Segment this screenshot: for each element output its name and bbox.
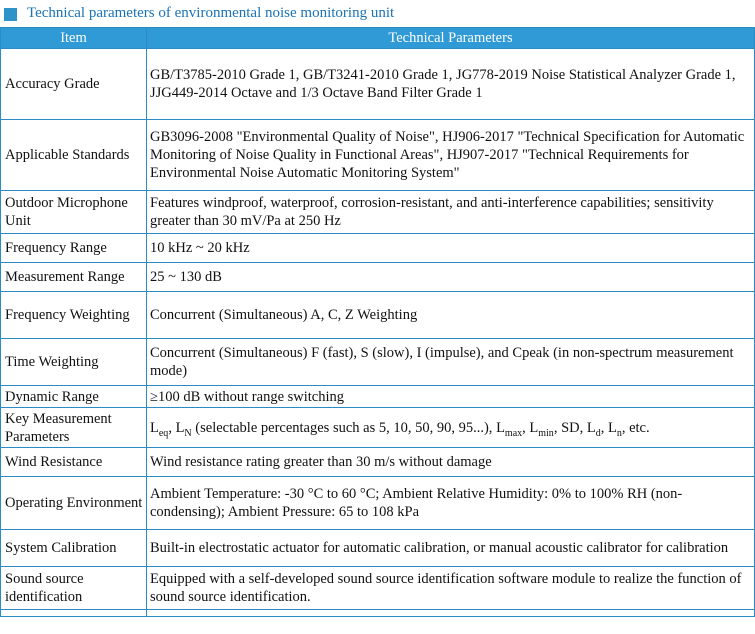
section-title-row bbox=[0, 0, 755, 27]
table-row bbox=[1, 292, 755, 339]
row-value: $L_{eq}$, $L_N$ (selectable percentages such as 5, 10, 50, 90, 95...), $L_{max}$, $L_{min}$, SD, $L_d$, $L_n$, etc. bbox=[147, 408, 755, 448]
row-value: Equipped with a self-developed sound source identification software module to realize the function of sound source identification. bbox=[147, 567, 755, 610]
row-value: ≥100 dB without range switching bbox=[147, 386, 755, 408]
row-value: Concurrent (Simultaneous) A, C, Z Weighting bbox=[147, 292, 755, 339]
header-technical-parameters: Technical Parameters bbox=[147, 28, 755, 49]
row-value: Features windproof, waterproof, corrosion-resistant, and anti-interference capabilities; sensitivity greater than 30 mV/Pa at 250 Hz bbox=[147, 191, 755, 234]
row-item-label: Applicable Standards bbox=[1, 120, 147, 191]
table-row bbox=[1, 530, 755, 567]
row-item-label: Frequency Weighting bbox=[1, 292, 147, 339]
table-row bbox=[1, 263, 755, 292]
table-row bbox=[1, 448, 755, 477]
table-row bbox=[1, 477, 755, 530]
parameters-table bbox=[0, 27, 755, 617]
row-item-label: Wind Resistance bbox=[1, 448, 147, 477]
row-item-label: Outdoor Microphone Unit bbox=[1, 191, 147, 234]
row-item-label: System Calibration bbox=[1, 530, 147, 567]
table-row bbox=[1, 386, 755, 408]
header-item: Item bbox=[1, 28, 147, 49]
row-value: Concurrent (Simultaneous) F (fast), S (slow), I (impulse), and Cpeak (in non-spectrum measurement mode) bbox=[147, 339, 755, 386]
table-row bbox=[1, 567, 755, 610]
table-row-empty bbox=[1, 610, 755, 617]
row-value: GB/T3785-2010 Grade 1, GB/T3241-2010 Grade 1, JG778-2019 Noise Statistical Analyzer Grade 1, JJG449-2014 Octave and 1/3 Octave Band Filter Grade 1 bbox=[147, 49, 755, 120]
row-value: 25 ~ 130 dB bbox=[147, 263, 755, 292]
row-value: Built-in electrostatic actuator for automatic calibration, or manual acoustic calibrator for calibration bbox=[147, 530, 755, 567]
row-item-label: Operating Environment bbox=[1, 477, 147, 530]
row-value: Wind resistance rating greater than 30 m/s without damage bbox=[147, 448, 755, 477]
row-item-label: Accuracy Grade bbox=[1, 49, 147, 120]
row-item-label: Frequency Range bbox=[1, 234, 147, 263]
table-row bbox=[1, 408, 755, 448]
row-item-label: Dynamic Range bbox=[1, 386, 147, 408]
row-value: GB3096-2008 "Environmental Quality of Noise", HJ906-2017 "Technical Specification for Automatic Monitoring of Noise Quality in Functional Areas", HJ907-2017 "Technical Requirements for Environmental Noise Automatic Monitoring System" bbox=[147, 120, 755, 191]
row-item-label: Sound source identification bbox=[1, 567, 147, 610]
section-title: Technical parameters of environmental noise monitoring unit bbox=[27, 5, 395, 21]
table-row bbox=[1, 234, 755, 263]
row-value: 10 kHz ~ 20 kHz bbox=[147, 234, 755, 263]
table-row bbox=[1, 191, 755, 234]
row-item-label: Key Measurement Parameters bbox=[1, 408, 147, 448]
title-bullet-icon bbox=[4, 8, 17, 21]
table-row bbox=[1, 49, 755, 120]
row-item-label: Time Weighting bbox=[1, 339, 147, 386]
table-row bbox=[1, 339, 755, 386]
table-row bbox=[1, 120, 755, 191]
row-item-label: Measurement Range bbox=[1, 263, 147, 292]
row-value: Ambient Temperature: -30 °C to 60 °C; Ambient Relative Humidity: 0% to 100% RH (non-condensing); Ambient Pressure: 65 to 108 kPa bbox=[147, 477, 755, 530]
table-header-row bbox=[1, 28, 755, 49]
